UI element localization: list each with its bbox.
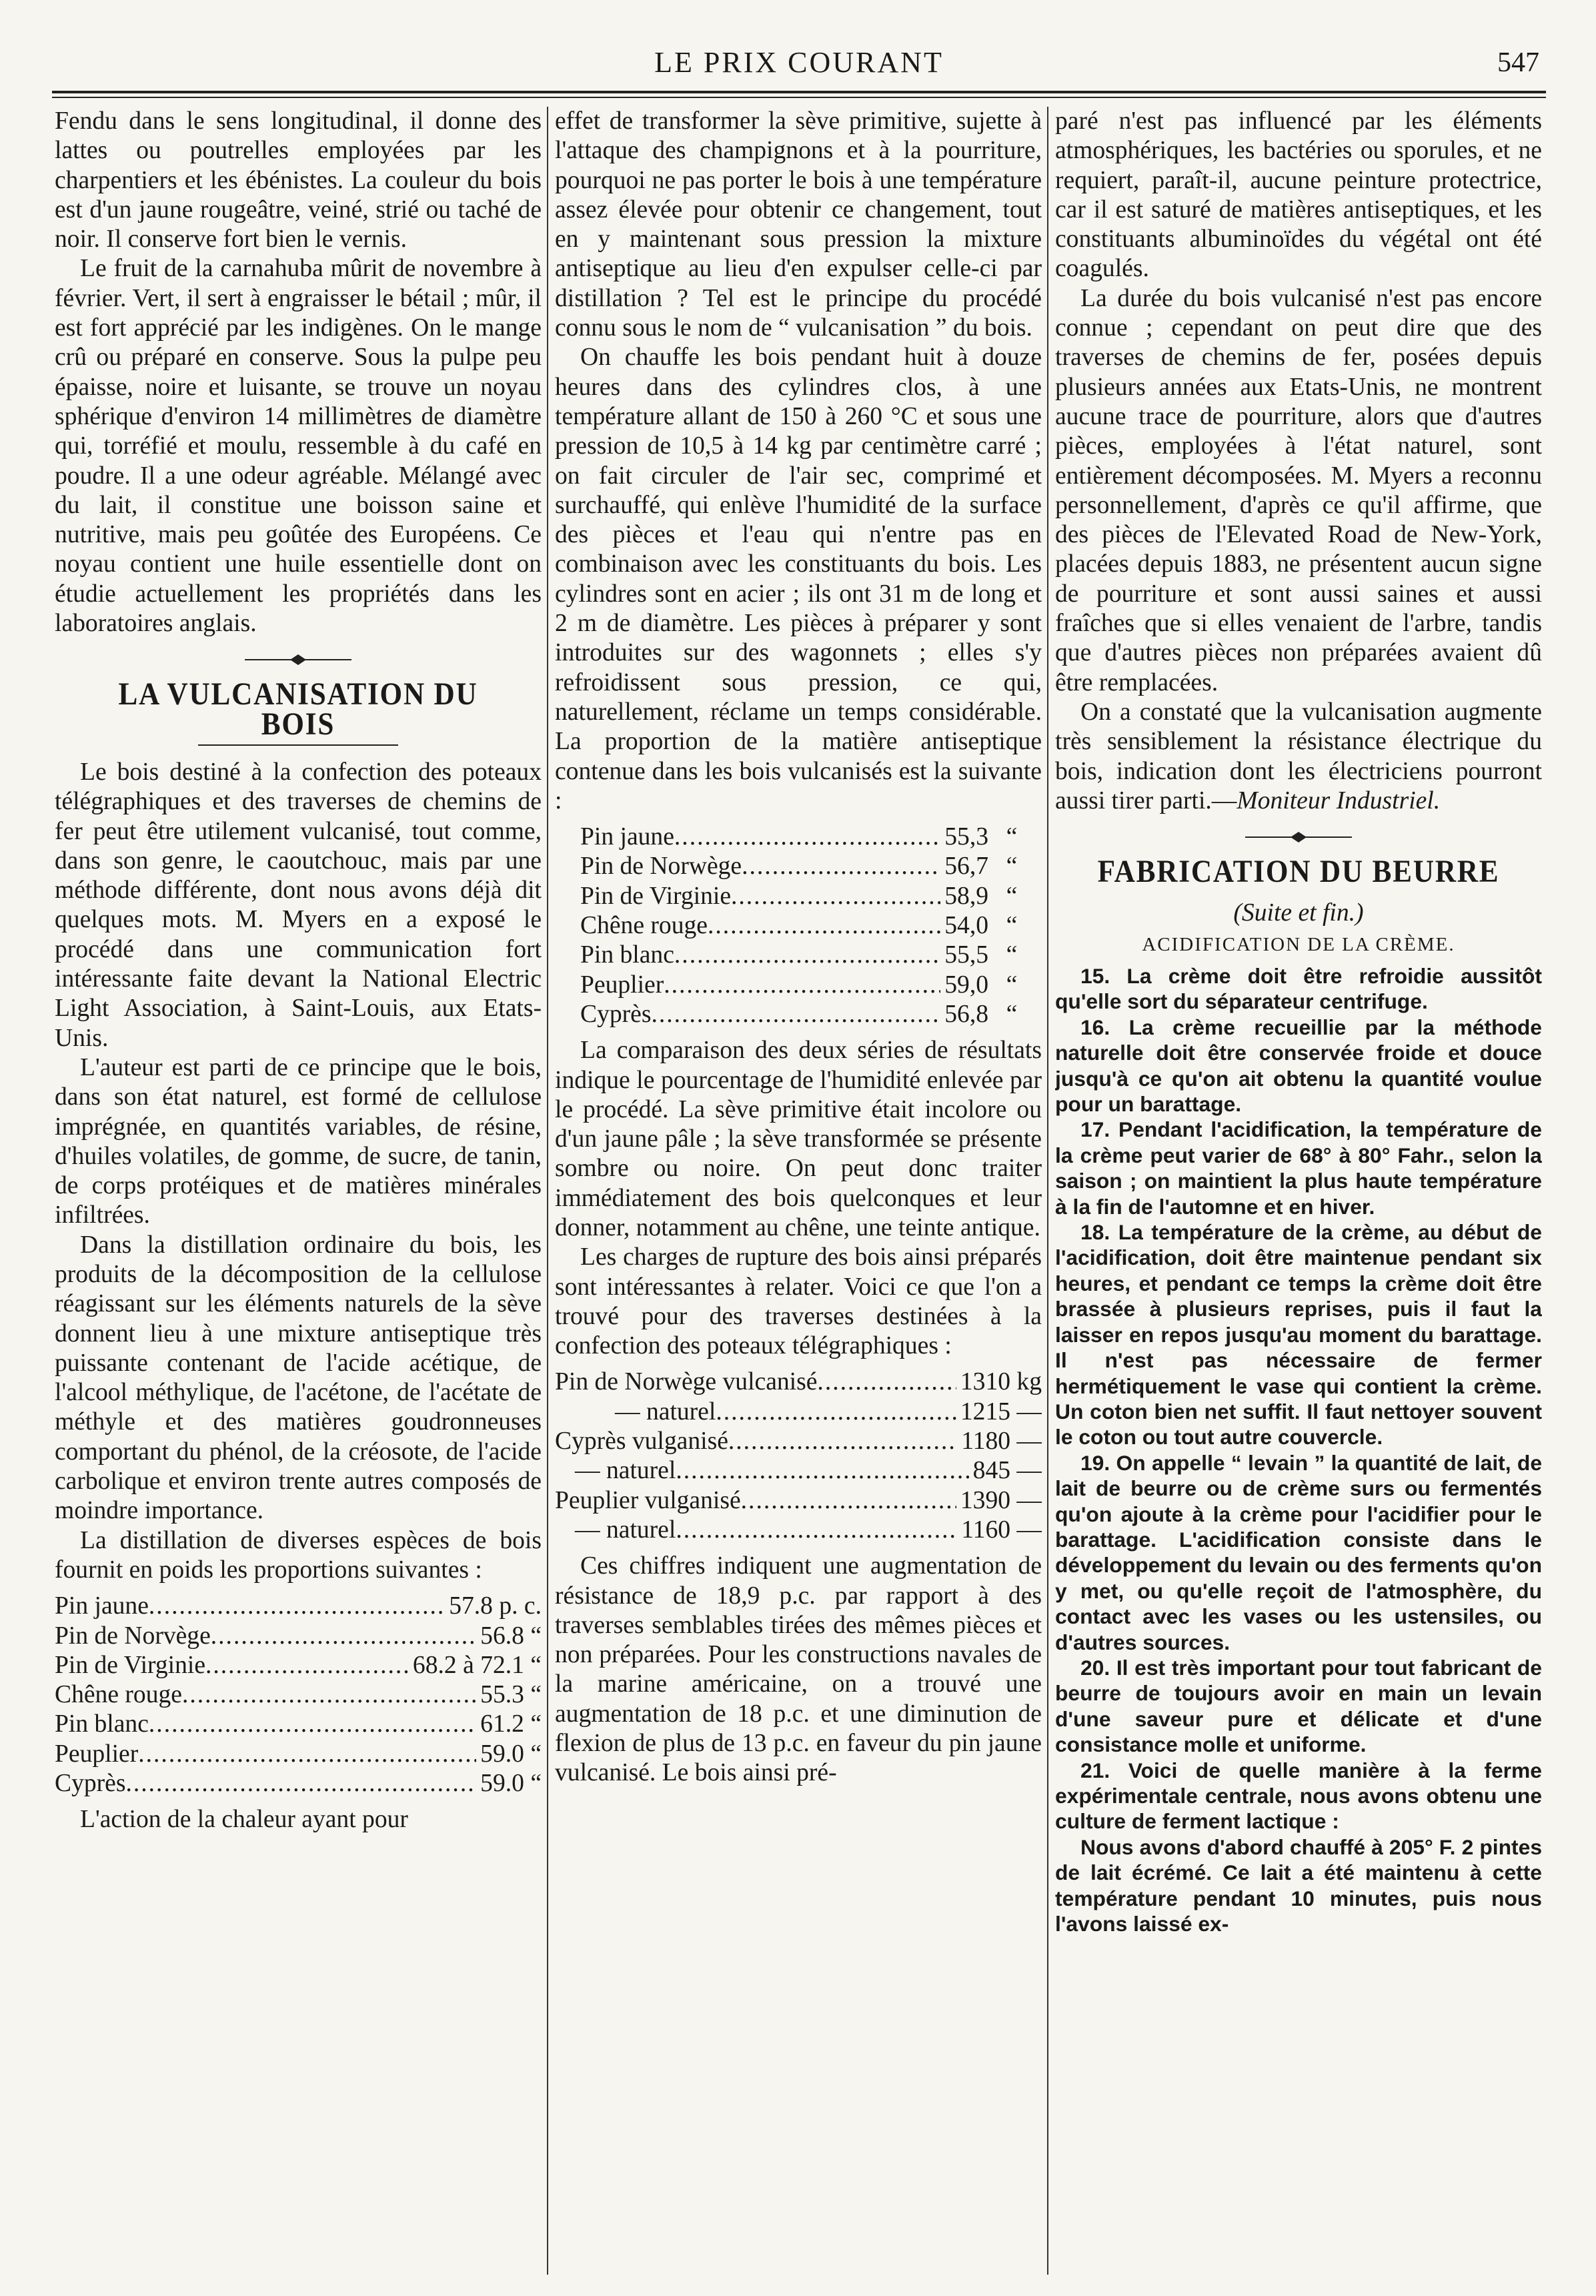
numbered-paragraph: 15. La crème doit être refroidie aussitôt qu'elle sort du séparateur centrifuge.: [1055, 964, 1542, 1014]
table-row: [580, 941, 1035, 970]
column-divider: [547, 107, 548, 2275]
paragraph: effet de transformer la sève primitive, sujette à l'attaque des champignons et à la pourriture, pourquoi ne pas porter le bois à une température assez élevée pour obtenir ce changement, tout en y maintenant sous pression la mixture antiseptique au lieu d'en expulser celle-ci par distillation ? Tel est le principe du procédé connu sous le nom de “ vulcanisation ” du bois.: [555, 107, 1042, 342]
table-row: [55, 1622, 542, 1651]
paragraph: Fendu dans le sens longitudinal, il donne des lattes ou poutrelles employées par les charpentiers et les ébénistes. La couleur du bois est d'un jaune rougeâtre, veiné, strié ou taché de noir. Il conserve fort bien le vernis.: [55, 107, 542, 253]
table-cell-value: 58,9: [944, 882, 988, 910]
ornament-separator-icon: [241, 650, 355, 669]
table-cell-name: Pin de Norwège vulcanisé: [555, 1368, 818, 1396]
antiseptic-table: [580, 822, 1035, 1029]
table-cell-value: 55,3: [944, 823, 988, 851]
table-cell-value: 59,0: [944, 971, 988, 999]
table-cell-name: Pin de Norwège: [580, 852, 742, 881]
table-cell-name: Cyprès: [55, 1770, 126, 1798]
table-cell-name: Cyprès: [580, 1000, 652, 1028]
table-cell-value: 845 —: [972, 1457, 1042, 1485]
numbered-paragraph: 18. La température de la crème, au début de l'acidification, doit être maintenue pendant six heures, et pendant ce temps la crème doit être brassée à plusieurs reprises, puis il faut la laisser en repos jusqu'au moment du barattage. Il n'est pas nécessaire de fermer hermétiquement le vase qui contient la crème. Un coton bien net suffit. Il faut nettoyer souvent le coton ou tout autre couvercle.: [1055, 1220, 1542, 1450]
header-rule-thin: [52, 97, 1546, 98]
table-row: [55, 1680, 542, 1710]
table-cell-name: Peuplier vulganisé: [555, 1486, 741, 1514]
page-header: [52, 40, 1546, 87]
table-row: [55, 1740, 542, 1769]
column-1: [55, 107, 542, 2275]
table-cell-name: Cyprès vulganisé: [555, 1427, 728, 1456]
paragraph: L'action de la chaleur ayant pour: [80, 1806, 408, 1834]
table-row: [555, 1456, 1042, 1486]
paragraph: Le bois destiné à la confection des poteaux télégraphiques et des traverses de chemins de fer peut être utilement vulcanisé, tout comme, dans son genre, le caoutchouc, mais par une méthode différente, dont nous avons déjà dit quelques mots. M. Myers en a exposé le procédé dans une communication fort intéressante faite devant la National Electric Light Association, à Saint-Louis, aux Etats-Unis.: [55, 758, 542, 1052]
table-cell-name: — naturel: [575, 1516, 676, 1544]
table-row: [55, 1651, 542, 1680]
paragraph: Ces chiffres indiquent une augmentation de résistance de 18,9 p.c. par rapport à des traverses semblables tirées des mêmes pièces et non préparées. Pour les constructions navales de la marine américaine, on a trouvé une augmentation de 18 p.c. et une diminution de flexion de plus de 13 p.c. en faveur du pin jaune vulcanisé. Le bois ainsi pré-: [555, 1552, 1042, 1787]
headline-rule: [198, 744, 398, 746]
table-cell-name: Chêne rouge: [580, 912, 708, 940]
paragraph: La distillation de diverses espèces de bois fournit en poids les proportions suivantes :: [55, 1526, 542, 1584]
table-cell-name: Pin de Virginie: [580, 882, 731, 910]
article-headline: FABRICATION DU BEURRE: [1097, 854, 1500, 890]
table-row: [580, 822, 1035, 852]
column-2: [555, 107, 1042, 2275]
table-cell-value: 1215 —: [960, 1397, 1042, 1425]
table-cell-value: 56,8: [944, 1000, 988, 1028]
table-cell-value: 59.0 “: [480, 1770, 542, 1798]
table-cell-name: Chêne rouge: [55, 1681, 182, 1709]
table-cell-value: 61.2 “: [480, 1710, 542, 1738]
table-cell-value: 1310 kg: [960, 1368, 1042, 1396]
table-cell-value: 55.3 “: [480, 1681, 542, 1709]
paragraph: paré n'est pas influencé par les éléments atmosphériques, les bactéries ou sporules, et ne requiert, paraît-il, aucune peinture protectrice, car il est saturé de matières antiseptiques, et les constituants albuminoïdes du végétal ont été coagulés.: [1055, 107, 1542, 283]
numbered-paragraph: 17. Pendant l'acidification, la température de la crème peut varier de 68° à 80° Fahr., selon la saison ; on maintient la plus haute température à la fin de l'automne et en hiver.: [1055, 1117, 1542, 1219]
table-cell-value: 1180 —: [961, 1427, 1042, 1456]
table-cell-name: Pin de Virginie: [55, 1651, 205, 1679]
page-number: 547: [1497, 47, 1539, 78]
paragraph-text: On a constaté que la vulcanisation augmente très sensiblement la résistance électrique du bois, indication dont les électriciens pourront aussi tirer parti.—: [1055, 698, 1542, 814]
table-cell-value: 59.0 “: [480, 1740, 542, 1768]
column-3: [1055, 107, 1542, 2275]
paragraph: Le fruit de la carnahuba mûrit de novembre à février. Vert, il sert à engraisser le bétail ; mûr, il est fort apprécié par les indigènes. On le mange crû ou préparé en conserve. Sous la pulpe peu épaisse, noire et luisante, se trouve un noyau sphérique d'environ 14 millimètres de diamètre qui, torréfié et moulu, ressemble à du café en poudre. Il a une odeur agréable. Mélangé avec du lait, il constitue une boisson saine et nutritive, mais peu goûtée des Européens. Ce noyau contient une huile essentielle dont on étudie actuellement les propriétés dans les laboratoires anglais.: [55, 255, 542, 638]
table-row: [555, 1397, 1042, 1427]
table-cell-name: Pin jaune: [55, 1592, 149, 1620]
paragraph: Dans la distillation ordinaire du bois, les produits de la décomposition de la cellulose réagissant sur les éléments naturels de la sève donnent lieu à une mixture antiseptique très puissante contenant de l'acide acétique, de l'alcool méthylique, de l'acétone, de l'acétate de méthyle et des matières goudronneuses comportant du phénol, de la créosote, de l'acide carbolique et environ trente autres composés de moindre importance.: [55, 1231, 542, 1525]
table-cell-value: 54,0: [944, 912, 988, 940]
table-row: [580, 1000, 1035, 1029]
source-citation: Moniteur Industriel.: [1237, 786, 1441, 814]
table-row: [555, 1486, 1042, 1516]
table-row: [580, 882, 1035, 911]
table-cell-name: — naturel: [575, 1457, 676, 1485]
article-headline: LA VULCANISATION DU BOIS: [118, 676, 478, 742]
table-row: [580, 852, 1035, 881]
rupture-table: [555, 1367, 1042, 1545]
paragraph: On chauffe les bois pendant huit à douze heures dans des cylindres clos, à une température allant de 150 à 260 °C et sous une pression de 10,5 à 14 kg par centimètre carré ; on fait circuler de l'air sec, comprimé et surchauffé, qui enlève l'humidité de la surface des pièces et l'eau qui n'entre pas en combinaison avec les constituants du bois. Les cylindres sont en acier ; ils ont 31 m de long et 2 m de diamètre. Les pièces à préparer y sont introduites sur des wagonnets ; elles s'y refroidissent sous pression, ce qui, naturellement, réclame un temps considérable. La proportion de la matière antiseptique contenue dans les bois vulcanisés est la suivante :: [555, 344, 1042, 814]
table-row: [555, 1516, 1042, 1545]
paragraph: [1055, 698, 1542, 816]
table-cell-unit: “: [1006, 971, 1018, 999]
numbered-paragraph: 16. La crème recueillie par la méthode naturelle doit être conservée froide et douce jusqu'à ce qu'on ait obtenu la quantité voulue pour un barattage.: [1055, 1015, 1542, 1117]
table-row: [55, 1769, 542, 1798]
table-cell-value: 1160 —: [961, 1516, 1042, 1544]
ornament-separator-icon: [1242, 828, 1355, 846]
header-rule: [52, 91, 1546, 93]
table-row: [580, 911, 1035, 941]
table-cell-unit: “: [1006, 852, 1018, 881]
table-cell-name: Pin de Norvège: [55, 1622, 211, 1650]
paragraph: La comparaison des deux séries de résultats indique le pourcentage de l'humidité enlevée par le procédé. La sève primitive était incolore ou d'un jaune pâle ; la sève transformée se présente sombre ou noire. On peut donc traiter immédiatement des bois quelconques et leur donner, notamment au chêne, une teinte antique.: [555, 1037, 1042, 1241]
table-cell-name: — naturel: [615, 1397, 716, 1425]
numbered-paragraph: 20. Il est très important pour tout fabricant de beurre de toujours avoir en main un levain d'une saveur pure et délicate et d'une consistance molle et uniforme.: [1055, 1655, 1542, 1757]
numbered-paragraph: 21. Voici de quelle manière à la ferme expérimentale centrale, nous avons obtenu une culture de ferment lactique :: [1055, 1758, 1542, 1834]
paragraph: La durée du bois vulcanisé n'est pas encore connue ; cependant on peut dire que des traverses de chemins de fer, posées depuis plusieurs années aux Etats-Unis, ne montrent aucune trace de pourriture, alors que d'autres pièces, employées à l'état naturel, sont entièrement décomposées. M. Myers a reconnu personnellement, d'après ce qu'il affirme, que des pièces de l'Elevated Road de New-York, placées depuis 1883, ne présentent aucun signe de pourriture et sont aussi saines et aussi fraîches que si elles venaient de l'arbre, tandis que d'autres pièces non préparées avaient dû être remplacées.: [1055, 284, 1542, 696]
table-cell-unit: “: [1006, 941, 1018, 969]
table-cell-value: 56.8 “: [480, 1622, 542, 1650]
table-cell-unit: “: [1006, 1000, 1018, 1028]
table-cell-unit: “: [1006, 823, 1018, 851]
table-cell-unit: “: [1006, 882, 1018, 910]
numbered-sections: [1055, 963, 1542, 1936]
article-subtitle: (Suite et fin.): [1233, 899, 1364, 927]
table-cell-name: Pin blanc: [580, 941, 674, 969]
table-cell-value: 55,5: [944, 941, 988, 969]
numbered-paragraph: Nous avons d'abord chauffé à 205° F. 2 pintes de lait écrémé. Ce lait a été maintenu à cette température pendant 10 minutes, puis nous l'avons laissé ex-: [1055, 1834, 1542, 1936]
paragraph: Les charges de rupture des bois ainsi préparés sont intéressantes à relater. Voici ce que l'on a trouvé pour des traverses destinées à la confection des poteaux télégraphiques :: [555, 1243, 1042, 1360]
table-cell-value: 56,7: [944, 852, 988, 881]
table-row: [555, 1367, 1042, 1397]
column-divider: [1047, 107, 1048, 2275]
distillation-table: [55, 1592, 542, 1798]
numbered-paragraph: 19. On appelle “ levain ” la quantité de lait, de lait de beurre ou de crème surs ou fermentés qu'on ajoute à la crème pour l'acidifier pour le barattage. L'acidification consiste dans le développement du levain ou des ferments qu'on y met, ou qu'elle reçoit de l'atmosphère, du contact avec les vases ou les ustensiles, ou d'autres sources.: [1055, 1450, 1542, 1654]
paragraph: L'auteur est parti de ce principe que le bois, dans son état naturel, est formé de cellulose imprégnée, en quantités variables, de résine, d'huiles volatiles, de gomme, de sucre, de tanin, de corps protéiques et de matières minérales infiltrées.: [55, 1053, 542, 1229]
table-row: [555, 1427, 1042, 1456]
table-row: [55, 1592, 542, 1621]
table-cell-name: Pin blanc: [55, 1710, 149, 1738]
table-cell-value: 1390 —: [960, 1486, 1042, 1514]
section-heading: ACIDIFICATION DE LA CRÈME.: [1142, 933, 1455, 955]
table-cell-name: Peuplier: [55, 1740, 139, 1768]
table-cell-name: Peuplier: [580, 971, 664, 999]
running-title: LE PRIX COURANT: [654, 46, 944, 79]
table-row: [580, 971, 1035, 1000]
table-cell-value: 68.2 à 72.1 “: [412, 1651, 542, 1679]
table-cell-name: Pin jaune: [580, 823, 674, 851]
table-row: [55, 1710, 542, 1739]
table-cell-value: 57.8 p. c.: [449, 1592, 542, 1620]
table-cell-unit: “: [1006, 912, 1018, 940]
